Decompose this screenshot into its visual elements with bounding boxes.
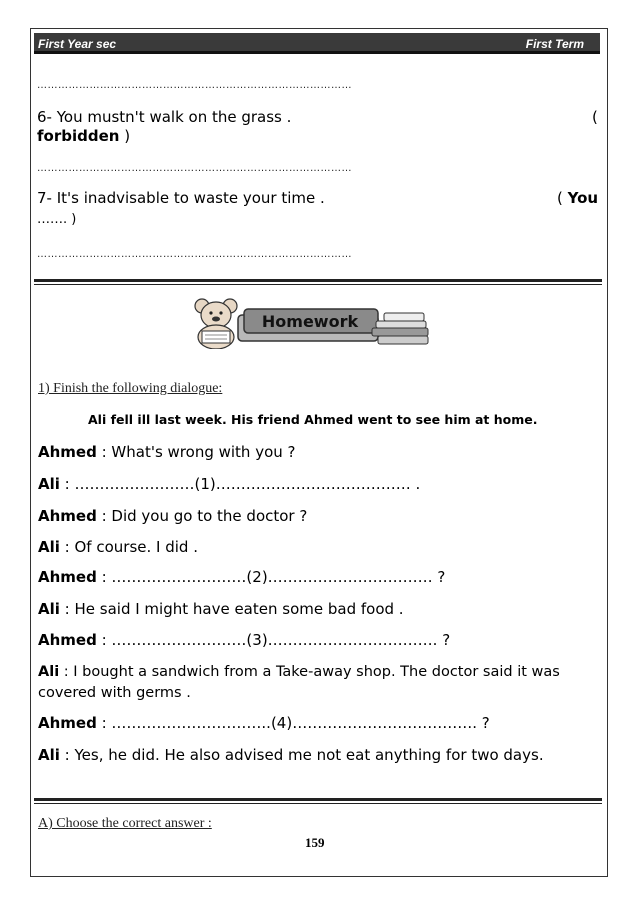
dialogue-text: : Did you go to the doctor ? (96, 507, 308, 525)
dialogue-line (38, 567, 445, 587)
dialogue-text: : What's wrong with you ? (96, 443, 296, 461)
dialogue-line (38, 662, 602, 704)
dialogue-text: : …………………………..(4)………………………………. ? (96, 714, 490, 732)
dialogue-text: : ………………………(2)…………………………… ? (96, 568, 446, 586)
exercise-7-open-paren: ( (557, 189, 568, 207)
dialogue-text: : I bought a sandwich from a Take-away shop. The doctor said it was covered with germs . (38, 664, 560, 701)
speaker-name: Ahmed (38, 443, 97, 461)
homework-label: Homework (261, 312, 359, 331)
header-year: First Year sec (38, 37, 117, 51)
dialogue-line (38, 599, 404, 619)
homework-banner (188, 293, 434, 349)
exercise-6-open-paren: ( (592, 108, 598, 126)
dialogue-text: : ………………………(3)……………………………. ? (96, 631, 451, 649)
page-number: 159 (305, 835, 325, 850)
speaker-name: Ali (38, 538, 60, 556)
dialogue-line (38, 630, 450, 650)
dialogue-intro: Ali fell ill last week. His friend Ahmed went to see him at home. (88, 412, 538, 427)
dialogue-line (38, 537, 198, 557)
exercise-6-keyword: forbidden (37, 127, 120, 145)
exercise-6-sentence: 6- You mustn't walk on the grass . (37, 108, 292, 126)
speaker-name: Ahmed (38, 568, 97, 586)
dialogue-text: : ……………………(1)………………………………… . (59, 475, 421, 493)
speaker-name: Ali (38, 475, 60, 493)
dialogue-text: : He said I might have eaten some bad food . (59, 600, 404, 618)
answer-line: ……………………………………………………………………………… (37, 249, 352, 260)
exercise-7-keyword: You (567, 189, 599, 207)
dialogue-line (38, 442, 296, 462)
dialogue-line (38, 506, 307, 526)
dialogue-line (38, 474, 420, 494)
speaker-name: Ali (38, 664, 60, 680)
speaker-name: Ali (38, 600, 60, 618)
speaker-name: Ahmed (38, 714, 97, 732)
header-term: First Term (525, 37, 584, 51)
speaker-name: Ali (38, 746, 60, 764)
section-2-title: A) Choose the correct answer : (38, 816, 212, 831)
section-divider (34, 279, 602, 285)
teddy-bear-icon (195, 299, 237, 349)
answer-line: ……………………………………………………………………………… (37, 80, 352, 91)
dialogue-line (38, 713, 490, 733)
dialogue-text: : Of course. I did . (59, 538, 198, 556)
section-1-title: 1) Finish the following dialogue: (38, 381, 223, 396)
speaker-name: Ahmed (38, 631, 97, 649)
answer-line: ……………………………………………………………………………… (37, 163, 352, 174)
exercise-6-close-paren: ) (119, 127, 131, 145)
speaker-name: Ahmed (38, 507, 97, 525)
header-bar (34, 33, 600, 54)
dialogue-text: : Yes, he did. He also advised me not eat anything for two days. (59, 746, 544, 764)
section-divider (34, 798, 602, 804)
exercise-7-sentence: 7- It's inadvisable to waste your time . (37, 189, 325, 207)
exercise-7-continuation: ……. ) (37, 212, 77, 227)
books-icon (372, 313, 428, 344)
dialogue-line (38, 745, 602, 766)
